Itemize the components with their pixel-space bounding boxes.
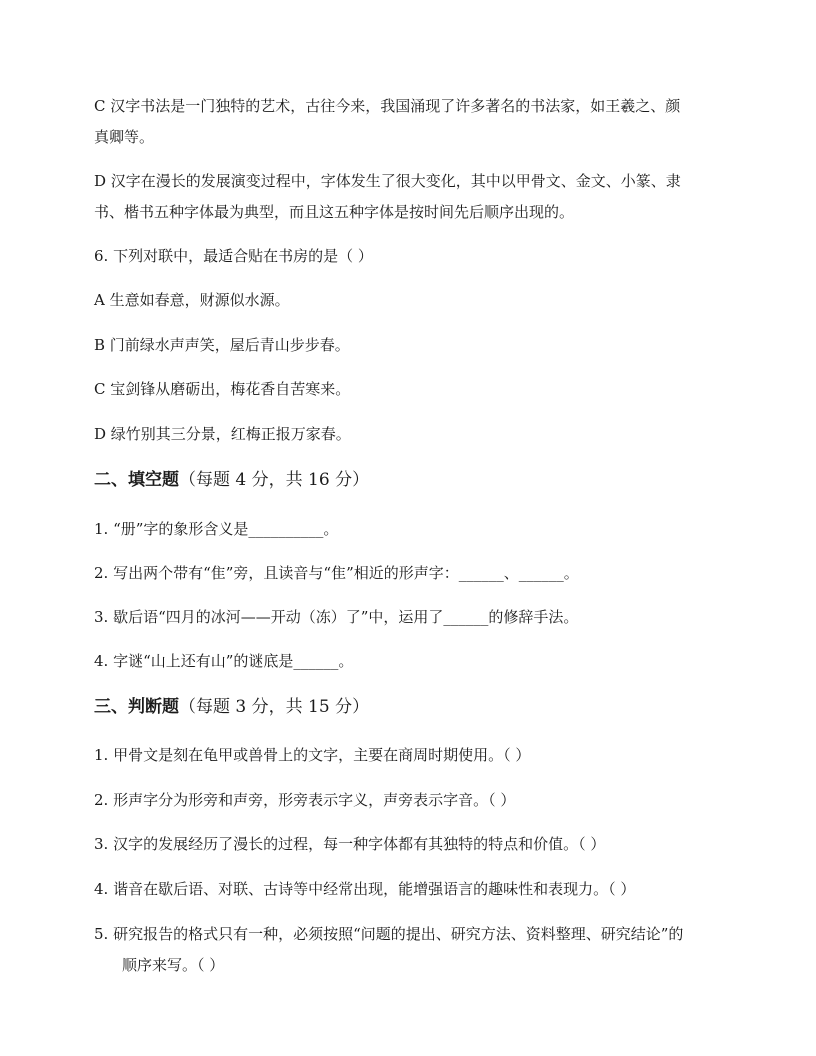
judge-item-2: 2. 形声字分为形旁和声旁，形旁表示字义，声旁表示字音。（ ） [94,791,516,809]
option-c-line-2: 真卿等。 [94,128,155,146]
judge-item-3: 3. 汉字的发展经历了漫长的过程，每一种字体都有其独特的特点和价值。（ ） [94,835,606,853]
fill-blank-item-1: 1. “册”字的象形含义是__________。 [94,520,339,538]
section-3-title: 三、判断题 [94,697,179,717]
judge-item-5: 5. 研究报告的格式只有一种，必须按照“问题的提出、研究方法、资料整理、研究结论”的 [94,925,684,943]
option-d-line-1: D 汉字在漫长的发展演变过程中，字体发生了很大变化，其中以甲骨文、金文、小篆、隶 [94,172,681,190]
judge-item-5-continuation: 顺序来写。（ ） [122,956,225,974]
question-6-option-a: A 生意如春意，财源似水源。 [94,291,290,309]
question-6-option-d: D 绿竹别其三分景，红梅正报万家春。 [94,425,351,443]
section-3-heading [94,696,369,718]
fill-blank-item-4: 4. 字谜“山上还有山”的谜底是______。 [94,652,354,670]
question-6-option-b: B 门前绿水声声笑，屋后青山步步春。 [94,336,350,354]
judge-item-4: 4. 谐音在歇后语、对联、古诗等中经常出现，能增强语言的趣味性和表现力。（ ） [94,880,636,898]
fill-blank-item-2: 2. 写出两个带有“隹”旁，且读音与“隹”相近的形声字：______、______。 [94,564,579,582]
section-3-note: （每题 3 分，共 15 分） [179,697,370,717]
option-d-line-2: 书、楷书五种字体最为典型，而且这五种字体是按时间先后顺序出现的。 [94,203,575,221]
section-2-note: （每题 4 分，共 16 分） [179,470,370,490]
option-c-line-1: C 汉字书法是一门独特的艺术，古往今来，我国涌现了许多著名的书法家，如王羲之、颜 [94,97,681,115]
question-6: 6. 下列对联中，最适合贴在书房的是（ ） [94,247,373,265]
judge-item-1: 1. 甲骨文是刻在龟甲或兽骨上的文字，主要在商周时期使用。（ ） [94,746,531,764]
question-6-option-c: C 宝剑锋从磨砺出，梅花香自苦寒来。 [94,380,351,398]
fill-blank-item-3: 3. 歇后语“四月的冰河——开动（冻）了”中，运用了______的修辞手法。 [94,608,579,626]
section-2-title: 二、填空题 [94,470,179,490]
section-2-heading [94,469,369,491]
